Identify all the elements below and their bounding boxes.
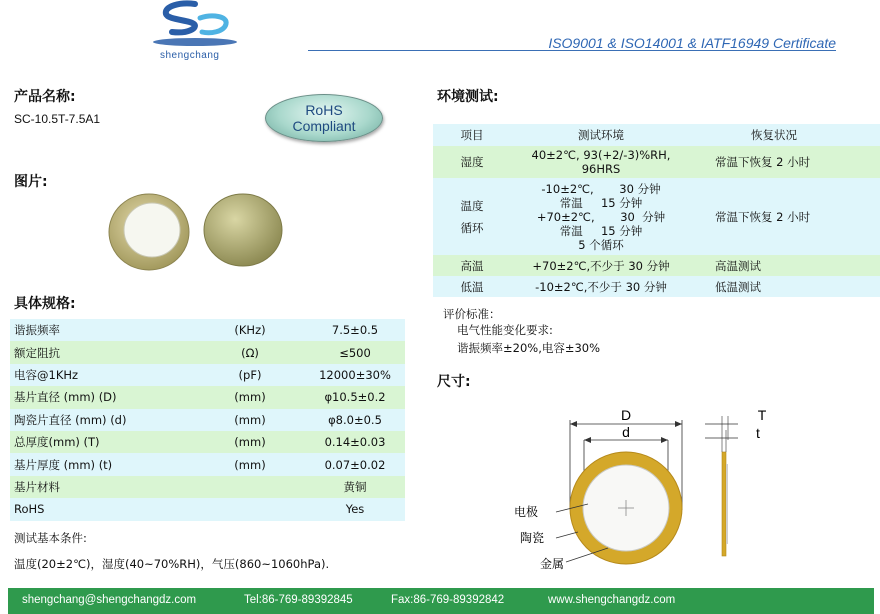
table-row bbox=[10, 453, 405, 475]
footer-tel: Tel:86-769-89392845 bbox=[244, 594, 353, 606]
env-condition: -10±2℃,不少于 30 分钟 bbox=[535, 279, 667, 294]
cycle-step: -10±2℃, 30 分钟 bbox=[541, 181, 661, 196]
table-row bbox=[10, 498, 405, 520]
cycle-step: 常温 15 分钟 bbox=[559, 195, 643, 210]
spec-value: φ10.5±0.2 bbox=[324, 390, 386, 405]
spec-unit: (mm) bbox=[234, 390, 266, 405]
label-D: D bbox=[620, 407, 632, 423]
spec-name: 基片直径 (mm) (D) bbox=[14, 390, 117, 405]
spec-unit bbox=[195, 498, 305, 520]
test-conditions-label: 测试基本条件: bbox=[14, 531, 87, 545]
env-condition: 40±2℃, 93(+2/-3)%RH, 96HRS bbox=[531, 148, 671, 176]
table-row bbox=[433, 124, 880, 146]
env-recovery: 常温下恢复 2 小时 bbox=[715, 209, 811, 224]
env-item bbox=[433, 178, 511, 255]
spec-unit: (mm) bbox=[234, 457, 266, 472]
spec-unit: (Ω) bbox=[241, 345, 259, 360]
spec-value: 黄铜 bbox=[343, 479, 367, 494]
spec-table bbox=[10, 319, 405, 521]
footer-email[interactable]: shengchang@shengchangdz.com bbox=[22, 594, 197, 606]
spec-value: 12000±30% bbox=[319, 367, 391, 382]
test-conditions: 温度(20±2℃)，湿度(40~70%RH)，气压(860~1060hPa). bbox=[14, 557, 330, 571]
env-header-item: 项目 bbox=[460, 128, 484, 142]
spec-name: 电容@1KHz bbox=[14, 367, 79, 382]
evaluation-sub: 电气性能变化要求: bbox=[457, 323, 553, 337]
spec-unit: (KHz) bbox=[234, 323, 266, 338]
env-recovery: 高温测试 bbox=[715, 258, 761, 273]
env-condition: +70±2℃,不少于 30 分钟 bbox=[532, 258, 670, 273]
env-item: 湿度 bbox=[460, 155, 484, 169]
spec-value: ≤500 bbox=[339, 345, 371, 360]
environment-title: 环境测试: bbox=[437, 89, 499, 105]
spec-value: Yes bbox=[345, 502, 365, 517]
env-item-line: 温度 bbox=[460, 198, 484, 213]
spec-name: 基片厚度 (mm) (t) bbox=[14, 457, 113, 472]
spec-value: 7.5±0.5 bbox=[331, 323, 379, 338]
label-T: T bbox=[757, 407, 767, 423]
spec-name: 陶瓷片直径 (mm) (d) bbox=[14, 412, 127, 427]
picture-label: 图片: bbox=[14, 174, 48, 190]
label-d: d bbox=[622, 424, 630, 440]
buzzer-photo bbox=[108, 192, 284, 272]
spec-value: 0.14±0.03 bbox=[324, 435, 386, 450]
rohs-line1: RoHS bbox=[305, 102, 343, 118]
dimension-drawing bbox=[510, 400, 810, 580]
footer-fax: Fax:86-769-89392842 bbox=[391, 594, 505, 606]
spec-name: 总厚度(mm) (T) bbox=[14, 435, 100, 450]
spec-name: 基片材料 bbox=[14, 479, 60, 494]
env-header-recovery: 恢复状况 bbox=[751, 128, 797, 142]
rohs-compliant-badge bbox=[265, 94, 383, 142]
specs-title: 具体规格: bbox=[14, 296, 76, 312]
spec-name: 额定阻抗 bbox=[14, 345, 60, 360]
cycle-step: +70±2℃, 30 分钟 bbox=[536, 209, 666, 224]
evaluation-detail: 谐振频率±20%,电容±30% bbox=[457, 341, 601, 355]
env-condition bbox=[511, 178, 691, 255]
spec-name: RoHS bbox=[14, 502, 45, 517]
label-ceramic: 陶瓷 bbox=[520, 531, 545, 545]
certificate-text: ISO9001 & ISO14001 & IATF16949 Certificate bbox=[548, 35, 836, 51]
dimensions-title: 尺寸: bbox=[437, 374, 471, 390]
spec-value: φ8.0±0.5 bbox=[328, 412, 382, 427]
product-model: SC-10.5T-7.5A1 bbox=[14, 112, 101, 126]
cycle-step: 5 个循环 bbox=[578, 237, 624, 252]
spec-name: 谐振频率 bbox=[14, 323, 60, 338]
table-row bbox=[433, 146, 880, 178]
table-row bbox=[433, 276, 880, 297]
env-header-condition: 测试环境 bbox=[578, 128, 624, 142]
spec-unit: (pF) bbox=[238, 367, 262, 382]
footer-bar bbox=[8, 588, 874, 614]
spec-value: 0.07±0.02 bbox=[324, 457, 386, 472]
label-electrode: 电极 bbox=[514, 505, 539, 519]
env-recovery: 低温测试 bbox=[715, 279, 761, 294]
brand-name: shengchang bbox=[160, 50, 220, 61]
spec-unit: (mm) bbox=[234, 435, 266, 450]
table-row bbox=[10, 386, 405, 408]
table-row bbox=[10, 431, 405, 453]
table-row bbox=[10, 341, 405, 363]
footer-website[interactable]: www.shengchangdz.com bbox=[548, 594, 676, 606]
rohs-line2: Compliant bbox=[292, 118, 356, 134]
spec-unit: (mm) bbox=[234, 412, 266, 427]
side-view-ceramic bbox=[726, 464, 728, 544]
env-item-line: 循环 bbox=[460, 220, 484, 235]
evaluation-label: 评价标准： bbox=[443, 307, 501, 321]
table-row bbox=[10, 319, 405, 341]
env-recovery: 常温下恢复 2 小时 bbox=[715, 155, 811, 169]
cycle-step: 常温 15 分钟 bbox=[559, 223, 643, 238]
env-item: 高温 bbox=[460, 258, 484, 273]
spec-unit bbox=[195, 476, 305, 498]
env-item: 低温 bbox=[460, 279, 484, 294]
table-row bbox=[10, 476, 405, 498]
table-row bbox=[433, 255, 880, 276]
table-row bbox=[433, 178, 880, 255]
product-name-label: 产品名称: bbox=[14, 89, 76, 105]
table-row bbox=[10, 409, 405, 431]
side-view-brass bbox=[722, 452, 726, 556]
environment-table bbox=[433, 124, 880, 297]
label-t: t bbox=[756, 425, 760, 441]
label-metal: 金属 bbox=[540, 557, 565, 571]
table-row bbox=[10, 364, 405, 386]
